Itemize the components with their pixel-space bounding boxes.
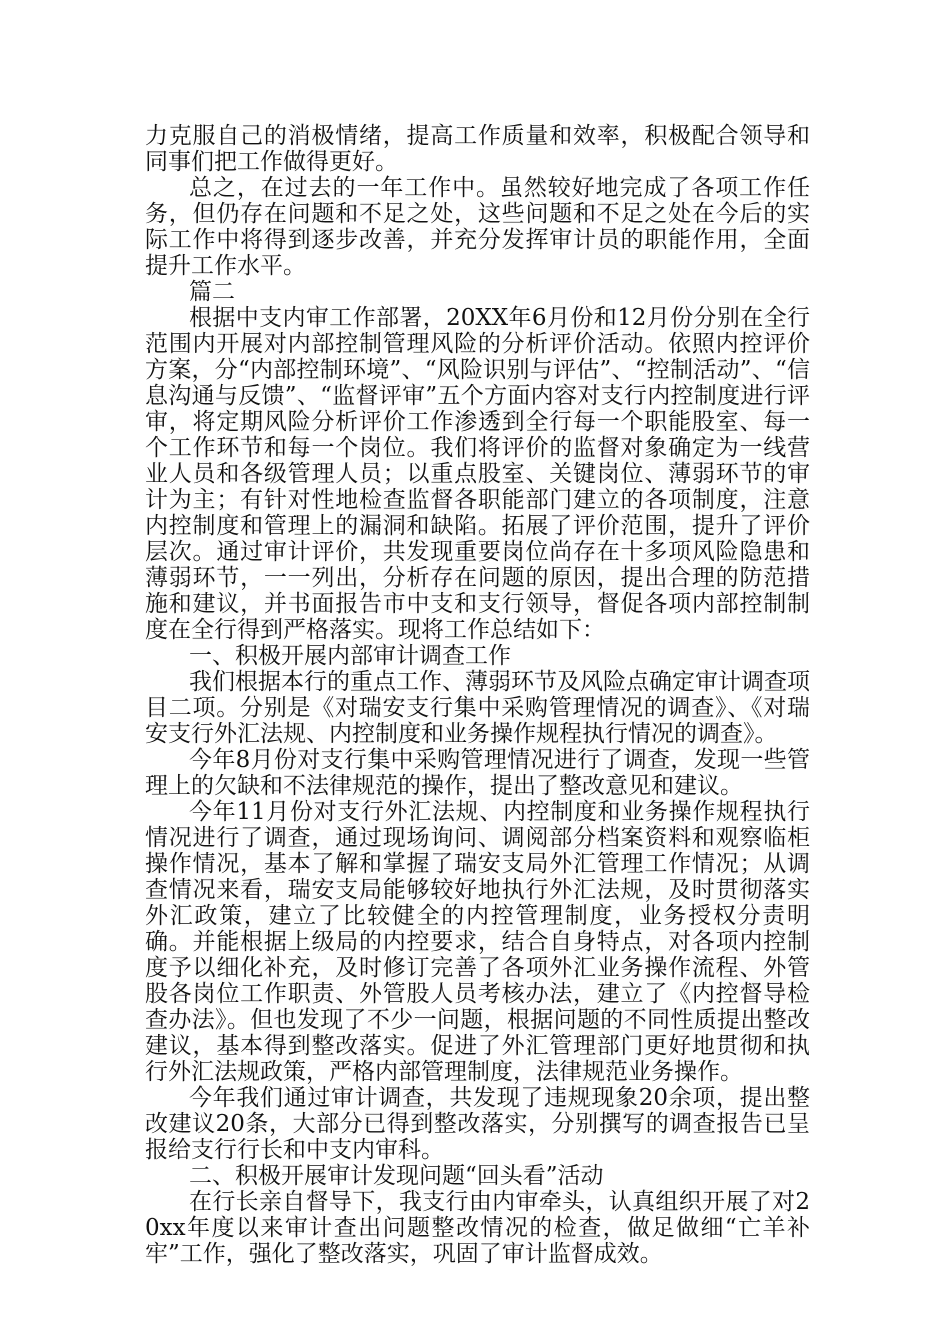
paragraph-5: 今年8月份对支行集中采购管理情况进行了调查，发现一些管理上的欠缺和不法律规范的操作，提出了整改意见和建议。 [145,747,810,799]
section-heading-part-two: 篇二 [189,279,235,305]
paragraph-4: 我们根据本行的重点工作、薄弱环节及风险点确定审计调查项目二项。分别是《对瑞安支行集中采购管理情况的调查》、《对瑞安支行外汇法规、内控制度和业务操作规程执行情况的调查》。 [145,669,810,747]
document-body [145,123,810,1267]
paragraph-3: 根据中支内审工作部署，20XX年6月份和12月份分别在全行范围内开展对内部控制管理风险的分析评价活动。依照内控评价方案，分“内部控制环境”、“风险识别与评估”、“控制活动”、“信息沟通与反馈”、“监督评审”五个方面内容对支行内控制度进行评审，将定期风险分析评价工作渗透到全行每一个职能股室、每一个工作环节和每一个岗位。我们将评价的监督对象确定为一线营业人员和各级管理人员；以重点股室、关键岗位、薄弱环节的审计为主；有针对性地检查监督各职能部门建立的各项制度，注意内控制度和管理上的漏洞和缺陷。拓展了评价范围，提升了评价层次。通过审计评价，共发现重要岗位尚存在十多项风险隐患和薄弱环节，一一列出，分析存在问题的原因，提出合理的防范措施和建议，并书面报告市中支和支行领导，督促各项内部控制制度在全行得到严格落实。现将工作总结如下： [145,305,810,643]
paragraph-2: 总之，在过去的一年工作中。虽然较好地完成了各项工作任务，但仍存在问题和不足之处，这些问题和不足之处在今后的实际工作中将得到逐步改善，并充分发挥审计员的职能作用，全面提升工作水平。 [145,175,810,279]
section-heading-1: 一、积极开展内部审计调查工作 [189,643,511,669]
paragraph-6: 今年11月份对支行外汇法规、内控制度和业务操作规程执行情况进行了调查，通过现场询问、调阅部分档案资料和观察临柜操作情况，基本了解和掌握了瑞安支局外汇管理工作情况；从调查情况来看，瑞安支局能够较好地执行外汇法规，及时贯彻落实外汇政策，建立了比较健全的内控管理制度，业务授权分责明确。并能根据上级局的内控要求，结合自身特点，对各项内控制度予以细化补充，及时修订完善了各项外汇业务操作流程、外管股各岗位工作职责、外管股人员考核办法，建立了《内控督导检查办法》。但也发现了不少一问题，根据问题的不同性质提出整改建议，基本得到整改落实。促进了外汇管理部门更好地贯彻和执行外汇法规政策，严格内部管理制度，法律规范业务操作。 [145,799,810,1085]
section-heading-2: 二、积极开展审计发现问题“回头看”活动 [189,1163,604,1189]
paragraph-8: 在行长亲自督导下，我支行由内审牵头，认真组织开展了对20xx年度以来审计查出问题整改情况的检查，做足做细“亡羊补牢”工作，强化了整改落实，巩固了审计监督成效。 [145,1189,810,1267]
paragraph-1: 力克服自己的消极情绪，提高工作质量和效率，积极配合领导和同事们把工作做得更好。 [145,123,810,175]
paragraph-7: 今年我们通过审计调查，共发现了违规现象20余项，提出整改建议20条，大部分已得到整改落实，分别撰写的调查报告已呈报给支行行长和中支内审科。 [145,1085,810,1163]
